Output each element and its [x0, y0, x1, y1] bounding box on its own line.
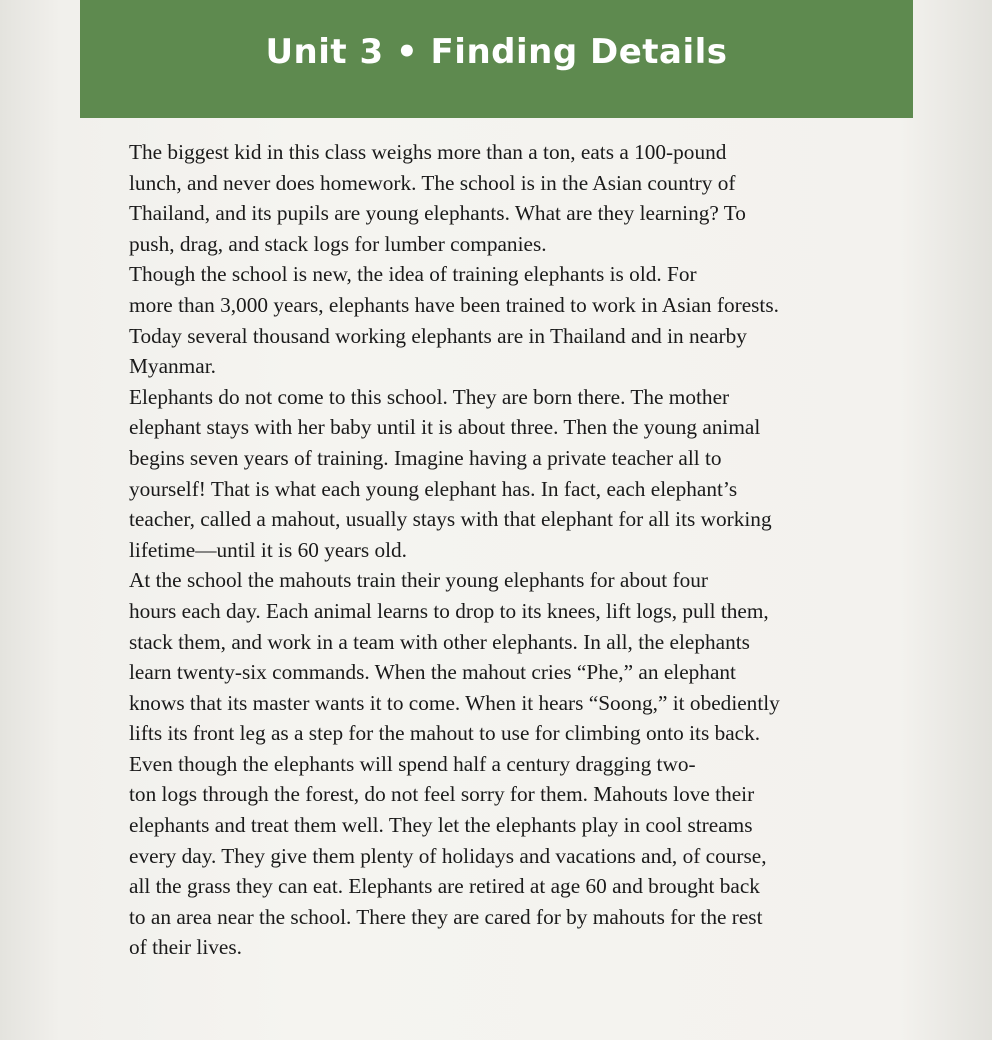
text-line: Though the school is new, the idea of training elephants is old. For	[129, 262, 697, 287]
text-line: stack them, and work in a team with other elephants. In all, the elephants	[129, 629, 750, 654]
paragraph-1	[82, 137, 922, 259]
text-line: yourself! That is what each young elephant has. In fact, each elephant’s	[129, 476, 738, 501]
text-line: every day. They give them plenty of holidays and vacations and, of course,	[129, 843, 767, 868]
text-line: elephants and treat them well. They let the elephants play in cool streams	[129, 813, 753, 838]
text-line: Thailand, and its pupils are young elephants. What are they learning? To	[129, 201, 746, 226]
text-line: ton logs through the forest, do not feel sorry for them. Mahouts love their	[129, 782, 755, 807]
text-line: to an area near the school. There they are cared for by mahouts for the rest	[129, 904, 763, 929]
paragraph-4	[82, 565, 922, 749]
text-line: lifts its front leg as a step for the mahout to use for climbing onto its back.	[129, 721, 761, 746]
text-line: teacher, called a mahout, usually stays with that elephant for all its working	[129, 507, 772, 532]
text-line: hours each day. Each animal learns to drop to its knees, lift logs, pull them,	[129, 598, 769, 623]
paragraph-2	[82, 259, 922, 381]
paragraph-3	[82, 382, 922, 566]
text-line: Even though the elephants will spend half a century dragging two-	[129, 751, 696, 776]
text-line: lifetime—until it is 60 years old.	[129, 537, 408, 562]
text-line: push, drag, and stack logs for lumber companies.	[129, 231, 547, 256]
text-line: Today several thousand working elephants are in Thailand and in nearby	[129, 323, 747, 348]
text-line: begins seven years of training. Imagine having a private teacher all to	[129, 445, 722, 470]
text-line: The biggest kid in this class weighs more than a ton, eats a 100-pound	[129, 140, 727, 164]
text-line: Elephants do not come to this school. They are born there. The mother	[129, 384, 730, 409]
paragraph-5	[82, 749, 922, 963]
unit-header-banner	[80, 0, 913, 118]
text-line: knows that its master wants it to come. When it hears “Soong,” it obediently	[129, 690, 780, 715]
text-line: Myanmar.	[129, 354, 216, 379]
text-line: At the school the mahouts train their young elephants for about four	[129, 568, 709, 593]
text-line: more than 3,000 years, elephants have been trained to work in Asian forests.	[129, 292, 779, 317]
text-line: learn twenty-six commands. When the mahout cries “Phe,” an elephant	[129, 660, 736, 685]
text-line: elephant stays with her baby until it is about three. Then the young animal	[129, 415, 761, 440]
text-line: of their lives.	[129, 935, 242, 960]
text-line: all the grass they can eat. Elephants are retired at age 60 and brought back	[129, 874, 760, 899]
unit-title: Unit 3 • Finding Details	[265, 32, 728, 72]
reading-passage	[82, 137, 922, 963]
text-line: lunch, and never does homework. The school is in the Asian country of	[129, 170, 736, 195]
